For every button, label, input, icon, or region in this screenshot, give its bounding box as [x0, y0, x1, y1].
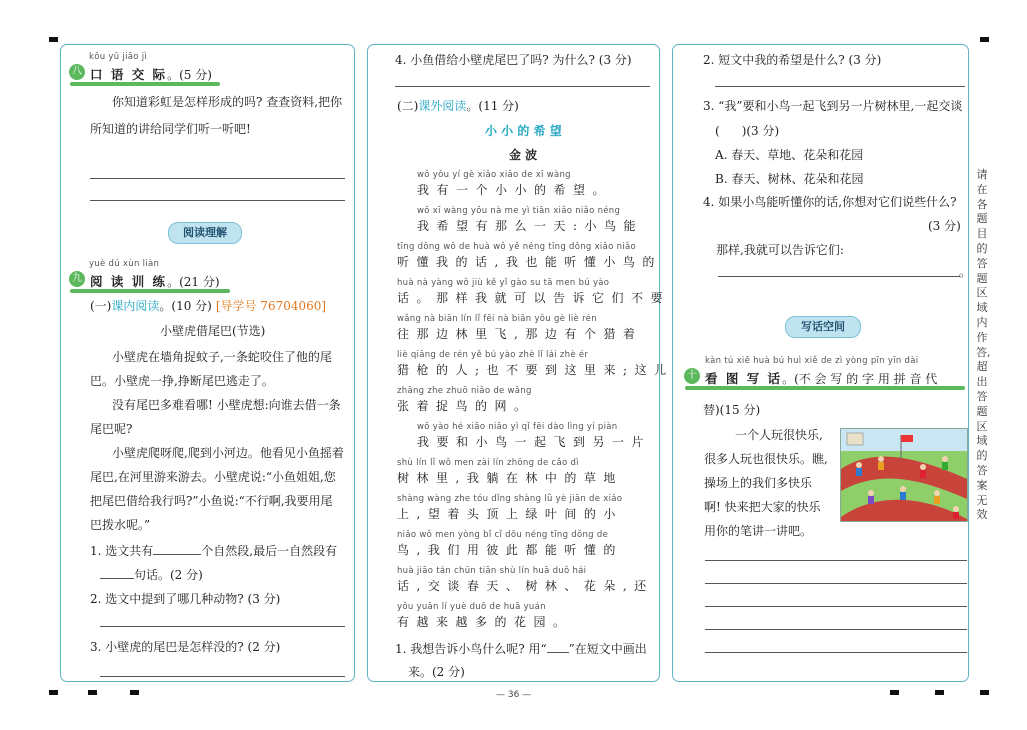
passage-title: 小 小 的 希 望 — [485, 124, 562, 138]
writing-prompt-line: 用你的笔讲一讲吧。 — [704, 524, 813, 538]
part-2-score: 。(11 分) — [466, 99, 519, 113]
part-1-heading — [90, 297, 326, 314]
story-line: 巴拨水呢。” — [90, 518, 151, 532]
passage-hanzi: 有越来越多的花园。 — [397, 615, 573, 629]
section-10-badge: 十 — [684, 368, 700, 384]
section-10-instruction: 。(不 会 写 的 字 用 拼 音 代 — [782, 372, 938, 386]
answer-blank[interactable] — [153, 544, 201, 555]
story-title: 小壁虎借尾巴(节选) — [160, 324, 266, 338]
answer-line[interactable] — [705, 560, 967, 561]
story-line: 没有尾巴多难看哪! 小壁虎想:向谁去借一条 — [112, 398, 341, 412]
passage-question-1 — [395, 640, 647, 657]
writing-prompt-line: 很多人玩也很快乐。瞧, — [704, 452, 828, 466]
part-1-score: 。(10 分) — [159, 299, 212, 313]
option-b[interactable]: B. 春天、树林、花朵和花园 — [715, 172, 864, 186]
passage-pinyin: huà jiāo tán chūn tiān shù lín huā duǒ hái — [397, 566, 587, 576]
passage-question-2: 2. 短文中我的希望是什么? (3 分) — [703, 53, 882, 67]
passage-hanzi: 话,交谈春天、树林、花朵,还 — [397, 579, 654, 593]
passage-pinyin: wǒ xī wàng yǒu nà me yì tiān xiǎo niǎo néng — [417, 206, 621, 216]
passage-question-3: 3. “我”要和小鸟一起飞到另一片树林里,一起交谈 — [703, 99, 963, 113]
answer-line[interactable] — [395, 86, 650, 87]
passage-pinyin: huà nà yàng wǒ jiù kě yǐ gào su tā men bú yào — [397, 278, 610, 288]
question-1-part-c: 句话。(2 分) — [134, 568, 203, 582]
passage-hanzi: 话。那样我就可以告诉它们不要 — [397, 291, 671, 305]
passage-hanzi: 树林里,我躺在林中的草地 — [397, 471, 623, 485]
passage-pinyin: wǎng nà biān lín lǐ fēi nà biān yǒu gè liè rén — [397, 314, 597, 324]
answer-line[interactable] — [715, 86, 965, 87]
passage-pinyin: zhāng zhe zhuō niǎo de wǎng — [397, 386, 532, 396]
registration-mark — [890, 690, 899, 695]
story-line: 尾巴呢? — [90, 422, 133, 436]
part-1-label: (一) — [90, 299, 112, 313]
registration-mark — [49, 690, 58, 695]
story-line: 尾巴,在河里游来游去。小壁虎说:“小鱼姐姐,您 — [90, 470, 336, 484]
answer-line[interactable] — [705, 629, 967, 630]
section-8-badge: 八 — [69, 64, 85, 80]
answer-line[interactable] — [705, 606, 967, 607]
underline-mark-sample — [547, 642, 569, 653]
registration-mark — [935, 690, 944, 695]
section-9-heading — [90, 271, 220, 290]
passage-author: 金 波 — [509, 148, 538, 162]
answer-area-notice: 请在各题目的答题区域内作答,超出答题区域的答案无效 — [976, 168, 991, 522]
section-10-pinyin: kàn tú xiě huà bú huì xiě de zì yòng pīn yīn dài — [705, 356, 919, 366]
section-8-score: 。(5 分) — [167, 68, 212, 82]
paren-close: )(3 分) — [741, 124, 780, 138]
passage-hanzi: 往那边林里飞,那边有个猎着 — [397, 327, 643, 341]
answer-blank[interactable] — [100, 568, 134, 579]
part-1-kind: 课内阅读 — [111, 299, 160, 313]
reading-banner: 阅读理解 — [168, 222, 242, 244]
question-1-cont — [100, 566, 203, 583]
passage-question-4-score: (3 分) — [928, 219, 961, 233]
part-2-label: (二) — [397, 99, 419, 113]
q8-text-line-1: 你知道彩虹是怎样形成的吗? 查查资料,把你 — [112, 95, 343, 109]
passage-pinyin: shù lín lǐ wǒ men zài lín zhōng de cǎo dì — [397, 458, 579, 468]
answer-line[interactable] — [90, 178, 345, 179]
passage-hanzi: 我希望有那么一天:小鸟能 — [417, 219, 644, 233]
question-1-part-b: 个自然段,最后一自然段有 — [201, 544, 338, 558]
passage-pinyin: liè qiāng de rén yě bú yào zhè lǐ lái zhè ér — [397, 350, 589, 360]
story-line: 小壁虎爬呀爬,爬到小河边。他看见小鱼摇着 — [112, 446, 344, 460]
section-8-heading — [90, 64, 212, 83]
answer-line[interactable] — [100, 676, 345, 677]
question-1 — [90, 542, 337, 559]
section-9-badge: 九 — [69, 271, 85, 287]
passage-hanzi: 猎枪的人;也不要到这里来;这儿 — [397, 363, 674, 377]
playground-illustration — [840, 428, 968, 522]
section-8-pinyin: kǒu yǔ jiāo jì — [89, 52, 148, 62]
answer-line[interactable] — [705, 583, 967, 584]
answer-line[interactable] — [90, 200, 345, 201]
section-10-title: 看 图 写 话 — [705, 371, 783, 386]
playground-picture — [841, 429, 967, 521]
passage-question-1-part-a: 1. 我想告诉小鸟什么呢? 用“ — [395, 642, 547, 656]
section-9-title: 阅 读 训 练 — [90, 274, 168, 289]
section-10-heading — [705, 368, 937, 387]
question-2: 2. 选文中提到了哪几种动物? (3 分) — [90, 592, 281, 606]
passage-pinyin: yǒu yuǎn lí yuè duō de huā yuán — [397, 602, 546, 612]
period: 。 — [959, 265, 972, 279]
part-2-kind: 课外阅读 — [418, 99, 467, 113]
section-9-pinyin: yuè dú xùn liàn — [89, 259, 160, 269]
passage-hanzi: 我要和小鸟一起飞到另一片 — [417, 435, 652, 449]
passage-pinyin: tīng dǒng wǒ de huà wǒ yě néng tīng dǒng xiǎo niǎo — [397, 242, 636, 252]
option-a[interactable]: A. 春天、草地、花朵和花园 — [715, 148, 864, 162]
passage-question-1-cont: 来。(2 分) — [408, 665, 465, 679]
page-number: — 36 — — [496, 690, 532, 700]
story-line: 巴。小壁虎一挣,挣断尾巴逃走了。 — [90, 374, 274, 388]
section-8-title: 口 语 交 际 — [90, 67, 168, 82]
registration-mark — [980, 690, 989, 695]
paren-open: ( — [715, 124, 720, 138]
passage-hanzi: 鸟,我们用彼此都能听懂的 — [397, 543, 623, 557]
writing-banner: 写话空间 — [785, 316, 861, 338]
question-3: 3. 小壁虎的尾巴是怎样没的? (2 分) — [90, 640, 281, 654]
passage-hanzi: 张着捉鸟的网。 — [397, 399, 534, 413]
question-1-part-a: 1. 选文共有 — [90, 544, 154, 558]
passage-pinyin: wǒ yǒu yí gè xiǎo xiǎo de xī wàng — [417, 170, 571, 180]
writing-prompt-line: 一个人玩很快乐, — [735, 428, 823, 442]
passage-pinyin: niǎo wǒ men yòng bǐ cǐ dōu néng tīng dǒng de — [397, 530, 609, 540]
passage-question-4: 4. 如果小鸟能听懂你的话,你想对它们说些什么? — [703, 195, 957, 209]
registration-mark — [130, 690, 139, 695]
passage-hanzi: 上,望着头顶上绿叶间的小 — [397, 507, 623, 521]
registration-mark — [49, 37, 58, 42]
passage-pinyin: shàng wàng zhe tóu dǐng shàng lǜ yè jiān de xiǎo — [397, 494, 623, 504]
answer-line[interactable] — [718, 276, 960, 277]
section-9-score: 。(21 分) — [167, 275, 220, 289]
passage-pinyin: wǒ yào hé xiǎo niǎo yì qǐ fēi dào lìng yí piàn — [417, 422, 618, 432]
passage-question-3-cont — [715, 122, 779, 139]
part-1-guide: [导学号 76704060] — [215, 299, 327, 313]
registration-mark — [980, 37, 989, 42]
part-2-heading — [397, 97, 519, 114]
registration-mark — [88, 690, 97, 695]
story-line: 小壁虎在墙角捉蚊子,一条蛇咬住了他的尾 — [112, 350, 332, 364]
section-10-instruction-cont: 替)(15 分) — [703, 403, 761, 417]
passage-question-4-prompt: 那样,我就可以告诉它们: — [716, 243, 844, 257]
answer-line[interactable] — [705, 652, 967, 653]
q8-text-line-2: 所知道的讲给同学们听一听吧! — [90, 122, 251, 136]
writing-prompt-line: 操场上的我们多快乐 — [704, 476, 813, 490]
answer-line[interactable] — [100, 626, 345, 627]
passage-question-1-part-b: ”在短文中画出 — [568, 642, 647, 656]
passage-hanzi: 听懂我的话,我也能听懂小鸟的 — [397, 255, 662, 269]
writing-prompt-line: 啊! 快来把大家的快乐 — [704, 500, 821, 514]
story-line: 把尾巴借给我行吗?”小鱼说:“不行啊,我要用尾 — [90, 494, 333, 508]
passage-hanzi: 我有一个小小的希望。 — [417, 183, 613, 197]
question-4: 4. 小鱼借给小壁虎尾巴了吗? 为什么? (3 分) — [395, 53, 632, 67]
